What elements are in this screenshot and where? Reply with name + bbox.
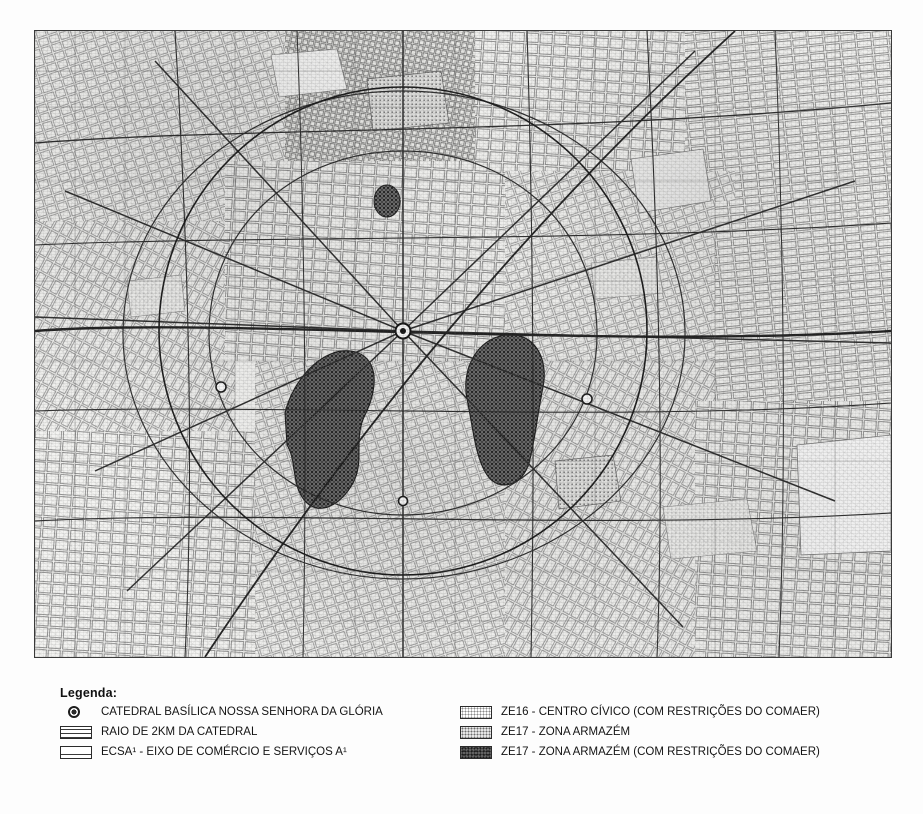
legend-item-label: ZE17 - ZONA ARMAZÉM (COM RESTRIÇÕES DO COMAER) <box>501 746 820 758</box>
legend-item-label: ECSA¹ - EIXO DE COMÉRCIO E SERVIÇOS A¹ <box>101 746 347 758</box>
legend-item-ze17 <box>460 726 890 739</box>
legend-column-right <box>460 706 890 759</box>
legend-title: Legenda: <box>60 686 118 700</box>
cathedral-marker <box>396 324 411 339</box>
legend-item-label: RAIO DE 2KM DA CATEDRAL <box>101 726 258 738</box>
legend-item-ze16 <box>460 706 890 719</box>
legend-item-ze17-restricted <box>460 746 890 759</box>
legend-item-label: CATEDRAL BASÍLICA NOSSA SENHORA DA GLÓRIA <box>101 706 383 718</box>
dark-dots-icon <box>460 746 492 759</box>
axis-line-icon <box>60 746 92 759</box>
map-canvas <box>35 31 891 657</box>
light-dots-icon <box>460 706 492 719</box>
legend-item-radius <box>60 726 460 739</box>
map-figure <box>34 30 892 658</box>
mid-dots-icon <box>460 726 492 739</box>
legend <box>60 686 890 759</box>
legend-item-label: ZE16 - CENTRO CÍVICO (COM RESTRIÇÕES DO COMAER) <box>501 706 820 718</box>
urban-fabric <box>35 31 891 657</box>
legend-item-ecsa <box>60 746 460 759</box>
legend-column-left <box>60 706 460 759</box>
hatch-line-icon <box>60 726 92 739</box>
legend-item-cathedral <box>60 706 460 719</box>
legend-item-label: ZE17 - ZONA ARMAZÉM <box>501 726 631 738</box>
point-marker-icon <box>60 706 92 719</box>
